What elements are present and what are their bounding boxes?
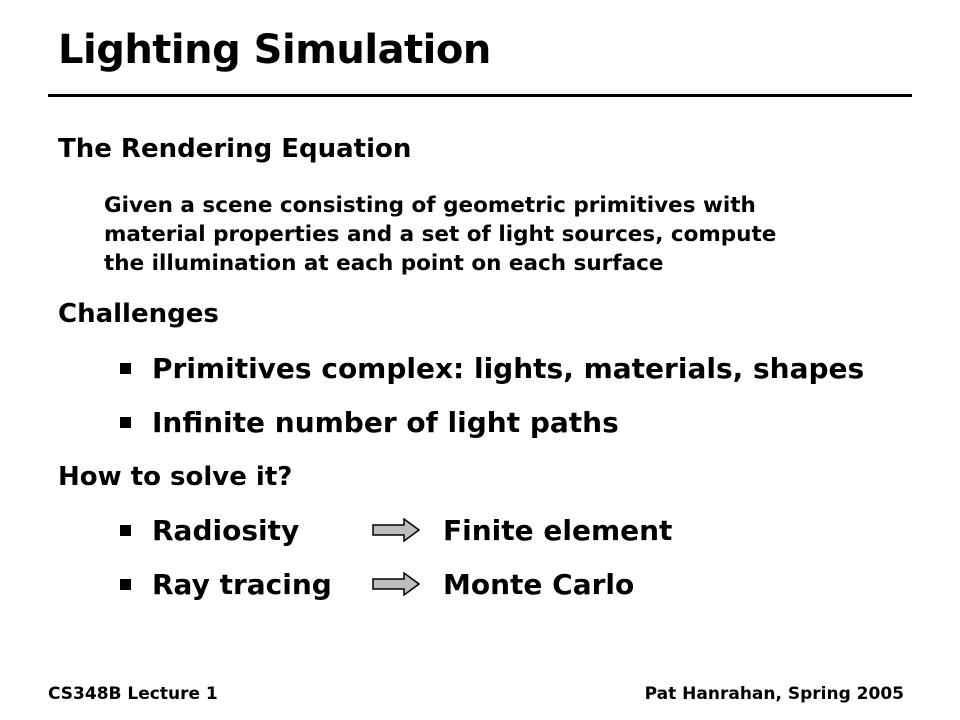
- method-name: Ray tracing: [152, 567, 332, 601]
- description-line: Given a scene consisting of geometric primitives with: [104, 193, 756, 218]
- square-bullet-icon: [120, 579, 131, 590]
- footer-course: CS348B Lecture 1: [48, 684, 218, 704]
- challenge-bullet: [120, 402, 619, 442]
- footer-author: Pat Hanrahan, Spring 2005: [644, 684, 904, 704]
- section-heading-rendering-equation: The Rendering Equation: [58, 134, 412, 164]
- rendering-equation-description: [104, 191, 904, 278]
- method-category: Monte Carlo: [443, 567, 635, 601]
- description-line: the illumination at each point on each surface: [104, 251, 664, 276]
- right-arrow-icon: [372, 572, 420, 596]
- square-bullet-icon: [120, 363, 131, 374]
- square-bullet-icon: [120, 417, 131, 428]
- bullet-text: Primitives complex: lights, materials, shapes: [152, 351, 865, 385]
- section-heading-challenges: Challenges: [58, 299, 219, 329]
- description-line: material properties and a set of light sources, compute: [104, 222, 777, 247]
- slide-title: Lighting Simulation: [58, 27, 491, 73]
- challenge-bullet: [120, 348, 864, 388]
- method-category: Finite element: [443, 513, 673, 547]
- method-bullet: [120, 510, 672, 550]
- right-arrow-icon: [372, 518, 420, 542]
- method-bullet: [120, 564, 634, 604]
- title-divider: [48, 94, 912, 97]
- bullet-text: Infinite number of light paths: [152, 405, 619, 439]
- method-name: Radiosity: [152, 513, 300, 547]
- section-heading-how-to-solve: How to solve it?: [58, 462, 293, 492]
- square-bullet-icon: [120, 525, 131, 536]
